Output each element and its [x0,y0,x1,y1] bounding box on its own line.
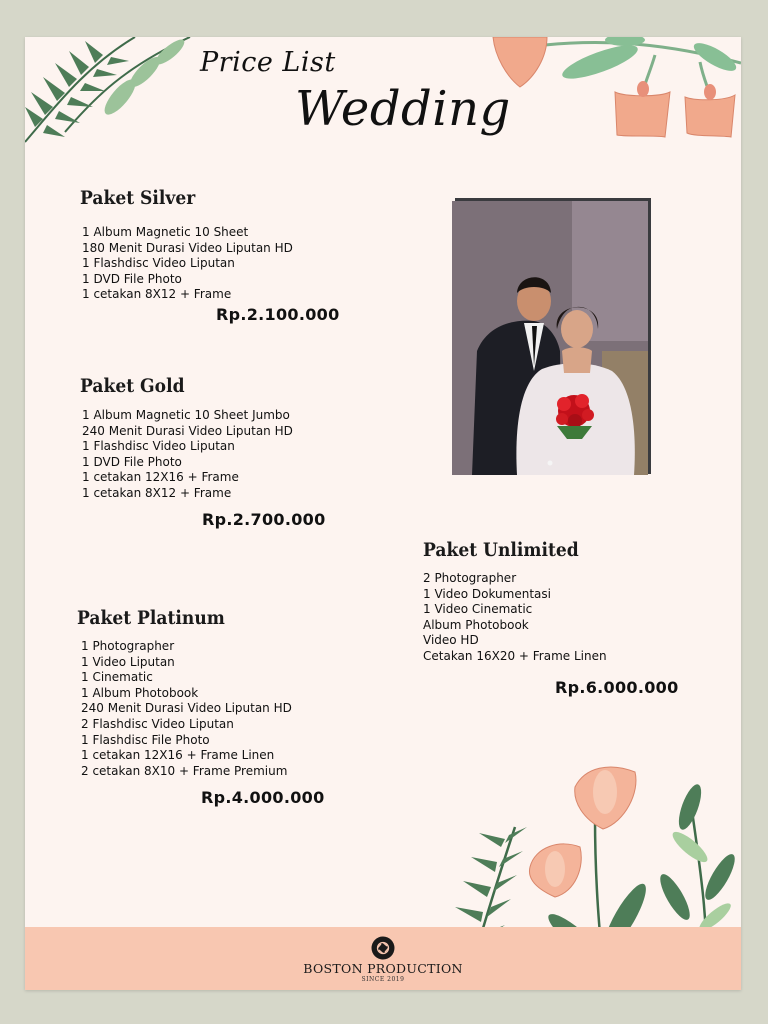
package-silver-title: Paket Silver [80,187,196,209]
package-gold-items [82,408,293,502]
list-item: 1 cetakan 8X12 + Frame [82,287,232,302]
list-item: 1 Flashdisc File Photo [81,732,210,747]
package-unlimited-price: Rp.6.000.000 [555,678,679,697]
flowers-top-right [485,37,741,147]
package-unlimited-title: Paket Unlimited [423,539,579,561]
package-silver-items [82,225,293,303]
list-item: 2 Flashdisc Video Liputan [81,716,234,731]
price-list-sheet [25,37,741,990]
list-item: 1 cetakan 8X12 + Frame [82,485,232,500]
package-gold-title: Paket Gold [80,375,185,397]
list-item: 1 Video Liputan [81,654,175,669]
list-item: 1 Cinematic [81,670,153,685]
list-item: 1 cetakan 12X16 + Frame Linen [81,748,275,763]
title-price-list: Price List [200,47,336,78]
list-item: 1 Video Dokumentasi [423,586,551,601]
camera-aperture-icon [371,936,395,960]
list-item: 1 cetakan 12X16 + Frame [82,470,239,485]
list-item: 1 Video Cinematic [423,602,533,617]
package-platinum-price: Rp.4.000.000 [201,788,325,807]
wedding-couple-photo [452,201,648,475]
package-platinum-title: Paket Platinum [77,607,225,629]
brand-since: SINCE 2019 [361,976,405,983]
list-item: 2 cetakan 8X10 + Frame Premium [81,763,288,778]
list-item: 1 Album Magnetic 10 Sheet Jumbo [82,408,290,422]
list-item: Cetakan 16X20 + Frame Linen [423,648,607,663]
list-item: 1 DVD File Photo [82,271,182,286]
package-unlimited-items [423,571,607,665]
list-item: 180 Menit Durasi Video Liputan HD [82,240,293,255]
list-item: Album Photobook [423,617,529,632]
package-silver-price: Rp.2.100.000 [216,305,340,324]
package-gold-price: Rp.2.700.000 [202,510,326,529]
list-item: 1 Album Photobook [81,685,199,700]
list-item: 1 Album Magnetic 10 Sheet [82,225,249,239]
fern-leaves-top-left [25,37,195,157]
list-item: 2 Photographer [423,571,517,585]
title-wedding: Wedding [295,81,511,137]
list-item: 240 Menit Durasi Video Liputan HD [82,423,293,438]
list-item: Video HD [423,633,479,648]
list-item: 1 Flashdisc Video Liputan [82,439,235,454]
list-item: 1 Photographer [81,639,175,653]
list-item: 240 Menit Durasi Video Liputan HD [81,701,292,716]
list-item: 1 Flashdisc Video Liputan [82,256,235,271]
brand-name: BOSTON PRODUCTION [303,961,463,976]
list-item: 1 DVD File Photo [82,454,182,469]
couple-illustration [452,201,648,475]
package-platinum-items [81,639,292,779]
